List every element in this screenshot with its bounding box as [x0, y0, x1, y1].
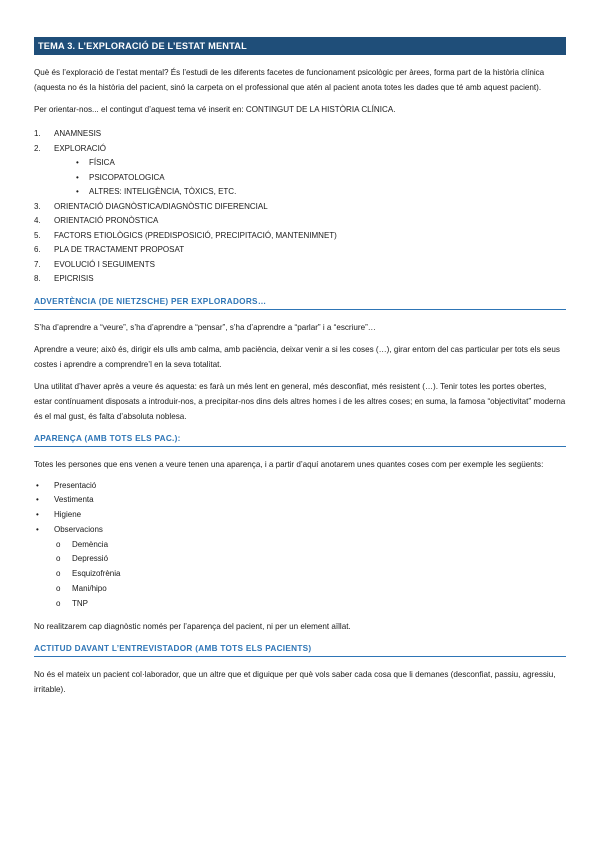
list-item: o Esquizofrènia — [34, 567, 566, 582]
list-item: 3. ORIENTACIÓ DIAGNÒSTICA/DIAGNÒSTIC DIFERENCIAL — [34, 201, 268, 211]
intro-paragraph: Què és l’exploració de l’estat mental? És l’estudi de les diferents facetes de funcionament psicològic per àrees, forma part de la història clínica (aquesta no és la història del pacient, sinó la carpeta on el professional que atén al pacient anota totes les dades que té amb aquest pacient). — [34, 68, 545, 92]
list-item: 8. EPICRISIS — [34, 274, 94, 283]
list-item: o Depressió — [34, 552, 566, 567]
section-heading-advertencia: ADVERTÈNCIA (DE NIETZSCHE) PER EXPLORADORS… — [34, 297, 566, 310]
advertencia-paragraph-3: Una utilitat d’haver après a veure és aquesta: es farà un més lent en general, més desconfiat, més resistent (…). Tenir totes les portes obertes, estar contínuament disposats a introduir-nos, a precipitar-nos dins dels altres homes i de les altres coses; en suma, la famosa “objectivitat” moderna és el mal gust, és falta d’absoluta noblesa. — [34, 381, 566, 421]
circle-bullet-icon: o — [56, 598, 61, 608]
circle-bullet-icon: o — [56, 584, 61, 594]
list-item: 1. ANAMNESIS — [34, 129, 102, 138]
bullet-icon: • — [36, 480, 39, 490]
list-item: • Presentació — [34, 479, 566, 494]
actitud-paragraph: No és el mateix un pacient col·laborador, que un altre que et diguique per què vols saber cada cosa que li demanes (desconfiat, passiu, agressiu, irritable). — [34, 669, 556, 694]
list-item: o Demència — [34, 538, 566, 553]
list-item: o Mani/hipo — [34, 582, 566, 597]
list-item: 5. FACTORS ETIOLÒGICS (PREDISPOSICIÓ, PRECIPITACIÓ, MANTENIMNET) — [34, 230, 337, 240]
list-item: • FÍSICA — [34, 156, 566, 171]
list-item: 4. ORIENTACIÓ PRONÒSTICA — [34, 216, 159, 225]
list-item: • Higiene — [34, 508, 566, 523]
advertencia-paragraph-1: S’ha d’aprendre a “veure”, s’ha d’aprendre a “pensar”, s’ha d’aprendre a “parlar” i a “escriure”… — [34, 322, 376, 332]
list-item: • PSICOPATOLOGICA — [34, 171, 566, 186]
exploracio-sublist-wrapper — [34, 156, 566, 200]
list-item: • Vestimenta — [34, 493, 566, 508]
document-page — [34, 37, 566, 697]
aparenca-paragraph-1: Totes les persones que ens venen a veure tenen una aparença, i a partir d’aquí anotarem unes quantes coses com per exemple les següents: — [34, 459, 544, 469]
bullet-icon: • — [76, 187, 79, 196]
observacions-list — [34, 538, 566, 612]
list-item: 6. PLA DE TRACTAMENT PROPOSAT — [34, 245, 185, 254]
section-heading-aparenca: APARENÇA (AMB TOTS ELS PAC.): — [34, 434, 566, 447]
list-item: 2. EXPLORACIÓ — [34, 143, 107, 153]
list-item: • ALTRES: INTELIGÈNCIA, TÒXICS, ETC. — [34, 185, 566, 200]
aparenca-list — [34, 479, 566, 538]
list-item: • Observacions — [34, 523, 566, 538]
exploracio-sublist — [34, 156, 566, 200]
circle-bullet-icon: o — [56, 539, 61, 549]
bullet-icon: • — [36, 524, 39, 534]
orientation-paragraph: Per orientar-nos... el contingut d’aquest tema vé inserit en: CONTINGUT DE LA HISTÒRIA CLÍNICA. — [34, 105, 396, 114]
bullet-icon: • — [76, 172, 79, 182]
circle-bullet-icon: o — [56, 554, 61, 564]
section-heading-actitud: ACTITUD DAVANT L’ENTREVISTADOR (AMB TOTS ELS PACIENTS) — [34, 644, 566, 657]
bullet-icon: • — [76, 158, 79, 167]
bullet-icon: • — [36, 495, 39, 505]
contents-list — [34, 127, 566, 287]
aparenca-paragraph-2: No realitzarem cap diagnòstic només per l’aparença del pacient, ni per un element aïllat. — [34, 621, 351, 631]
circle-bullet-icon: o — [56, 569, 61, 579]
list-item: 7. EVOLUCIÓ I SEGUIMENTS — [34, 259, 155, 269]
list-item: o TNP — [34, 597, 566, 612]
page-title: TEMA 3. L’EXPLORACIÓ DE L’ESTAT MENTAL — [34, 37, 566, 55]
advertencia-paragraph-2: Aprendre a veure; això és, dirigir els ulls amb calma, amb paciència, deixar venir a si les coses (…), girar entorn del cas particular per tots els seus costes i aprendre a comprendre’l en la seva totalitat. — [34, 344, 560, 369]
bullet-icon: • — [36, 510, 39, 520]
